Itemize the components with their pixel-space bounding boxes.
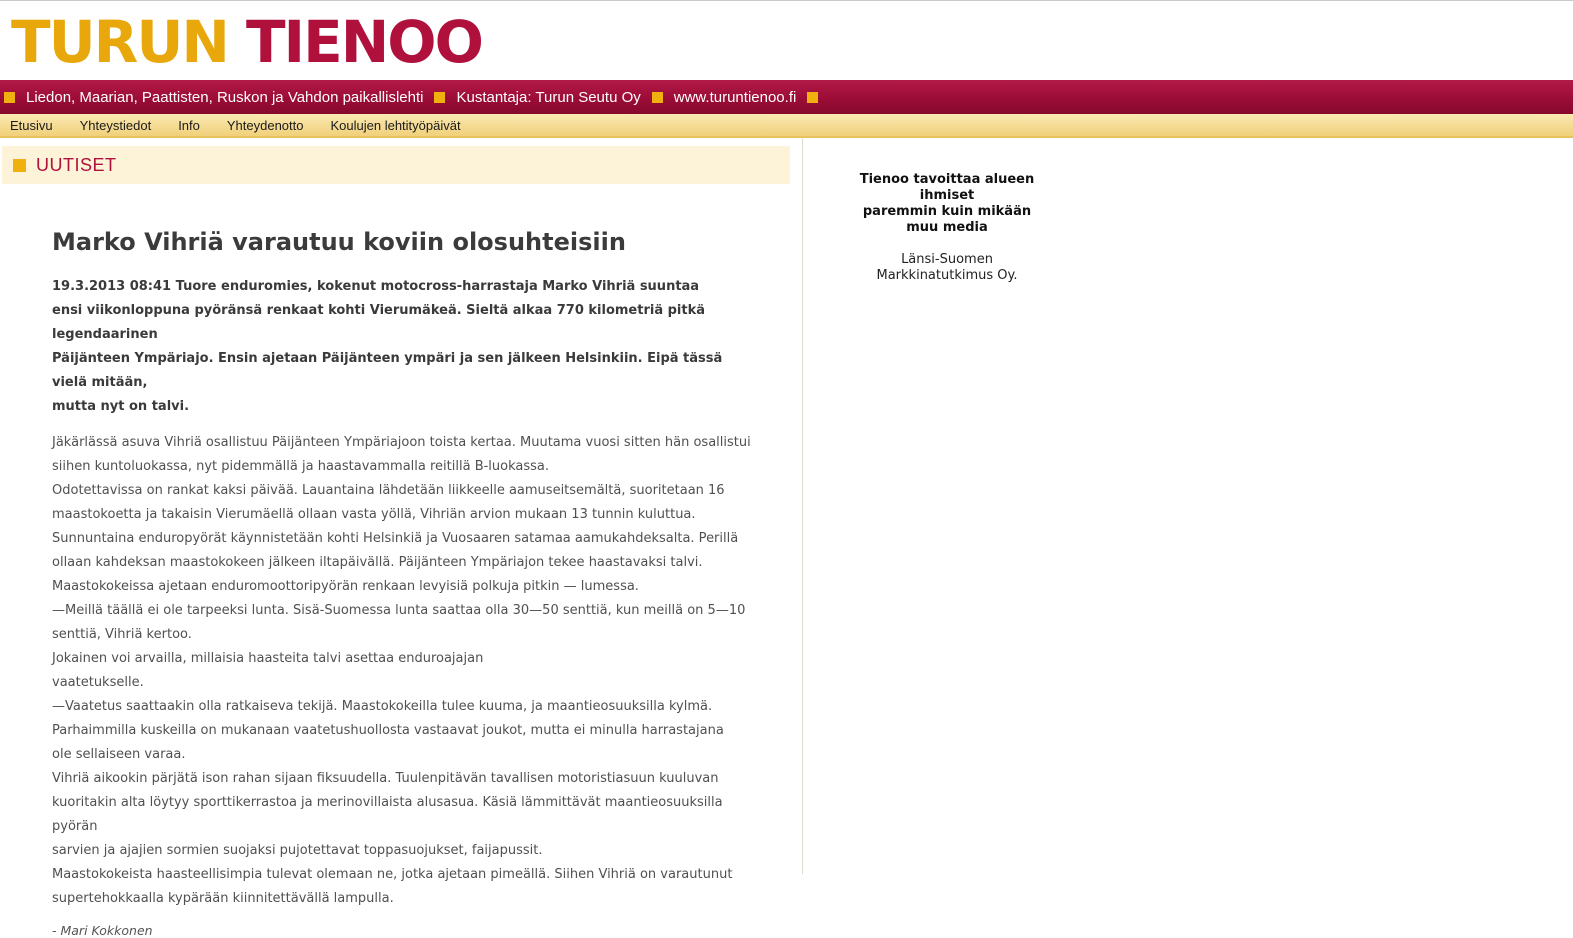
body-line: —Meillä täällä ei ole tarpeeksi lunta. Sisä-Suomessa lunta saattaa olla 30—50 senttiä, kun meillä on 5—10 — [52, 603, 746, 618]
bullet-square-icon — [652, 92, 663, 103]
body-line: maastokoetta ja takaisin Vierumäellä ollaan vasta yöllä, Vihriän arvion mukaan 13 tunnin kuluttua. — [52, 507, 696, 522]
nav-koulujen-lehtityopaivat[interactable]: Koulujen lehtityöpäivät — [330, 117, 461, 133]
lead-line: 19.3.2013 08:41 Tuore enduromies, kokenut motocross-harrastaja Marko Vihriä suuntaa — [52, 279, 700, 294]
source-line: Markkinatutkimus Oy. — [876, 268, 1018, 283]
body-line: Sunnuntaina enduropyörät käynnistetään kohti Helsinkiä ja Vuosaaren satamaa aamukahdeksalta. Perillä — [52, 531, 739, 546]
section-title: UUTISET — [36, 154, 117, 175]
ribbon-website: www.turuntienoo.fi — [673, 88, 797, 106]
body-line: Parhaimmilla kuskeilla on mukanaan vaatetushuollosta vastaavat joukot, mutta ei minulla harrastajana — [52, 723, 724, 738]
main-nav — [0, 114, 1573, 136]
body-line: ollaan kahdeksan maastokokeen jälkeen iltapäivällä. Päijänteen Ympäriajon tekee haastavaksi talvi. — [52, 555, 703, 570]
sidebar-slogan — [805, 172, 1089, 236]
nav-info[interactable]: Info — [178, 117, 200, 133]
body-line: kuoritakin alta löytyy sporttikerrastoa ja merinovillaista alusasua. Käsiä lämmittävät maantieosuuksilla pyörän — [52, 795, 723, 834]
body-line: Maastokokeissa ajetaan enduromoottoripyörän renkaan levyisiä polkuja pitkin — lumessa. — [52, 579, 639, 594]
bullet-square-icon — [434, 92, 445, 103]
body-line: senttiä, Vihriä kertoo. — [52, 627, 192, 642]
body-line: Maastokokeista haasteellisimpia tulevat olemaan ne, jotka ajetaan pimeällä. Siihen Vihriä on varautunut — [52, 867, 733, 882]
sidebar — [805, 138, 1089, 874]
site-logo[interactable] — [11, 7, 482, 77]
article-title: Marko Vihriä varautuu koviin olosuhteisiin — [52, 228, 626, 256]
logo-word-turun: TURUN — [11, 8, 228, 76]
body-line: ole sellaiseen varaa. — [52, 747, 186, 762]
body-line: Odotettavissa on rankat kaksi päivää. Lauantaina lähdetään liikkeelle aamuseitsemältä, suoritetaan 16 — [52, 483, 725, 498]
nav-yhteydenotto[interactable]: Yhteydenotto — [226, 117, 304, 133]
body-line: Jokainen voi arvailla, millaisia haasteita talvi asettaa enduroajajan — [52, 651, 484, 666]
article-lead — [52, 275, 752, 419]
page-layout — [0, 138, 1573, 938]
info-ribbon — [0, 80, 1573, 114]
sidebar-source — [805, 252, 1089, 284]
main-column — [0, 138, 803, 938]
nav-yhteystiedot[interactable]: Yhteystiedot — [79, 117, 152, 133]
body-line: Vihriä aikookin pärjätä ison rahan sijaan fiksuudella. Tuulenpitävän tavallisen motoristiasuun kuuluvan — [52, 771, 719, 786]
body-line: siihen kuntoluokassa, nyt pidemmällä ja haastavammalla reitillä B-luokassa. — [52, 459, 550, 474]
article-byline: - Mari Kokkonen — [52, 923, 153, 938]
bullet-square-icon — [4, 92, 15, 103]
nav-etusivu[interactable]: Etusivu — [10, 117, 53, 133]
logo-word-tienoo: TIENOO — [245, 8, 482, 76]
body-line: supertehokkaalla kypärään kiinnitettävällä lampulla. — [52, 891, 394, 906]
slogan-line: ihmiset — [919, 188, 975, 203]
slogan-line: muu media — [906, 220, 988, 235]
ribbon-publisher: Kustantaja: Turun Seutu Oy — [456, 88, 641, 106]
article-body — [52, 431, 752, 911]
body-line: —Vaatetus saattaakin olla ratkaiseva tekijä. Maastokokeilla tulee kuuma, ja maantieosuuksilla kylmä. — [52, 699, 713, 714]
slogan-line: Tienoo tavoittaa alueen — [859, 172, 1035, 187]
body-line: sarvien ja ajajien sormien suojaksi pujotettavat toppasuojukset, faijapussit. — [52, 843, 543, 858]
bullet-square-icon — [807, 92, 818, 103]
slogan-line: paremmin kuin mikään — [862, 204, 1032, 219]
news-article — [0, 184, 752, 938]
body-line: vaatetukselle. — [52, 675, 144, 690]
source-line: Länsi-Suomen — [901, 252, 993, 267]
section-header — [2, 146, 790, 184]
lead-line: ensi viikonloppuna pyöränsä renkaat kohti Vierumäkeä. Sieltä alkaa 770 kilometriä pitkä legendaarinen — [52, 303, 706, 342]
lead-line: Päijänteen Ympäriajo. Ensin ajetaan Päijänteen ympäri ja sen jälkeen Helsinkiin. Eipä tässä vielä mitään, — [52, 351, 723, 390]
section-square-icon — [13, 159, 26, 172]
masthead — [0, 1, 1573, 80]
lead-line: mutta nyt on talvi. — [52, 399, 190, 414]
body-line: Jäkärlässä asuva Vihriä osallistuu Päijänteen Ympäriajoon toista kertaa. Muutama vuosi sitten hän osallistui — [52, 435, 751, 450]
ribbon-tagline: Liedon, Maarian, Paattisten, Ruskon ja Vahdon paikallislehti — [26, 88, 424, 106]
